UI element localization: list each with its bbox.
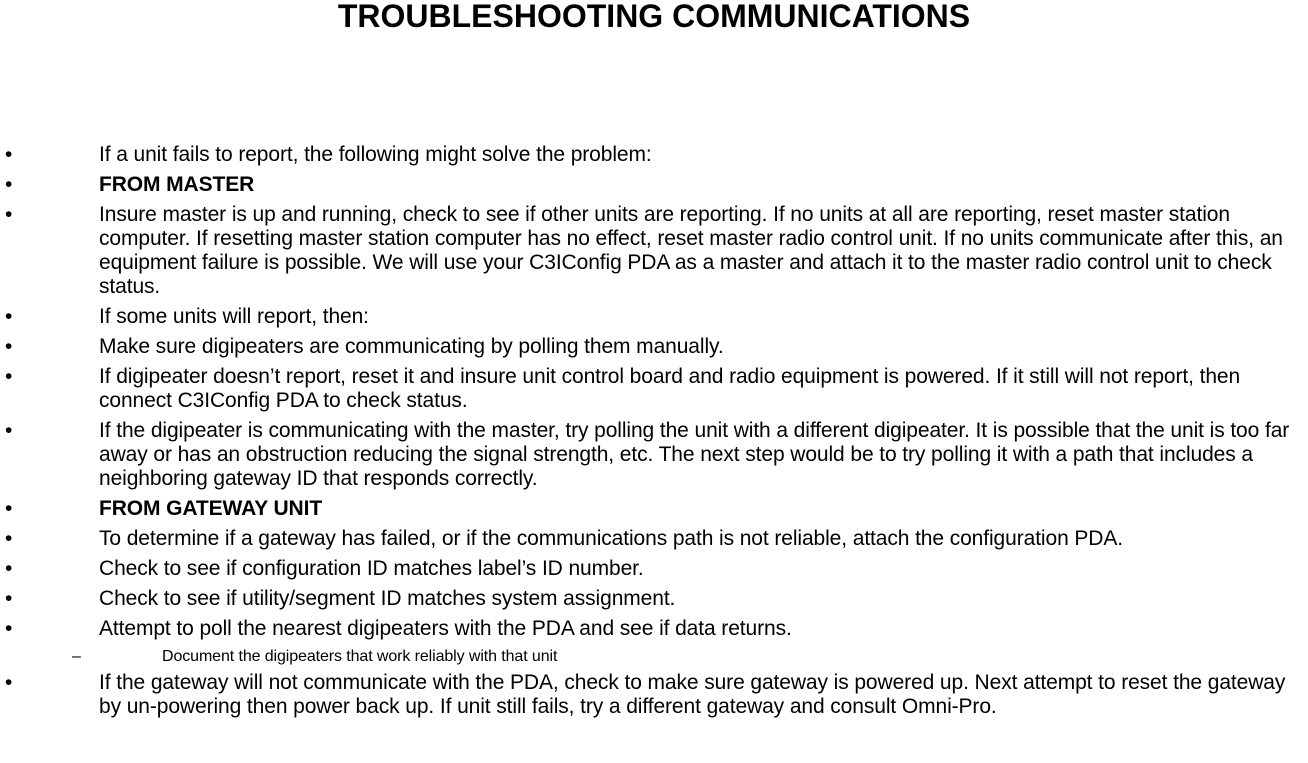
bullet-icon: •: [5, 671, 13, 694]
section-heading-master: [0, 173, 1308, 197]
bullet-icon: •: [5, 203, 13, 226]
list-item: [0, 557, 1308, 581]
item-text: If some units will report, then:: [99, 305, 369, 328]
item-text: If a unit fails to report, the following might solve the problem:: [99, 143, 652, 166]
bullet-icon: •: [5, 173, 13, 196]
item-text: FROM MASTER: [99, 173, 255, 196]
bullet-icon: •: [5, 587, 13, 610]
dash-icon: –: [72, 648, 81, 665]
bullet-icon: •: [5, 143, 13, 166]
list-item: [0, 143, 1308, 167]
item-text: Attempt to poll the nearest digipeaters with the PDA and see if data returns.: [99, 617, 792, 640]
bullet-icon: •: [5, 617, 13, 640]
list-item: [0, 335, 1308, 359]
list-item: [0, 671, 1308, 719]
bullet-icon: •: [5, 305, 13, 328]
item-text: Insure master is up and running, check to see if other units are reporting. If no units at all are reporting, reset master station computer. If resetting master station computer has no effect, reset master radio control unit. If no units communicate after this, an equipment failure is possible. We will use your C3IConfig PDA as a master and attach it to the master radio control unit to check status.: [99, 203, 1283, 298]
bullet-list: [0, 143, 1308, 725]
item-text: If the gateway will not communicate with the PDA, check to make sure gateway is powered up. Next attempt to reset the gateway by un-powering then power back up. If unit still fails, try a different gateway and consult Omni-Pro.: [99, 671, 1286, 718]
list-item: [0, 527, 1308, 551]
bullet-icon: •: [5, 335, 13, 358]
list-item: [0, 587, 1308, 611]
bullet-icon: •: [5, 557, 13, 580]
item-text: If the digipeater is communicating with the master, try polling the unit with a different digipeater. It is possible that the unit is too far away or has an obstruction reducing the signal strength, etc. The next step would be to try polling it with a path that includes a neighboring gateway ID that responds correctly.: [99, 419, 1290, 490]
page-title: TROUBLESHOOTING COMMUNICATIONS: [337, 0, 971, 34]
item-text: Make sure digipeaters are communicating by polling them manually.: [99, 335, 724, 358]
bullet-icon: •: [5, 497, 13, 520]
item-text: Document the digipeaters that work reliably with that unit: [162, 648, 558, 665]
item-text: Check to see if configuration ID matches label’s ID number.: [99, 557, 644, 580]
list-item: [0, 203, 1308, 299]
item-text: If digipeater doesn’t report, reset it and insure unit control board and radio equipment is powered. If it still will not report, then connect C3IConfig PDA to check status.: [99, 365, 1241, 412]
list-item: [0, 365, 1308, 413]
bullet-icon: •: [5, 419, 13, 442]
list-item: [0, 617, 1308, 641]
bullet-icon: •: [5, 527, 13, 550]
item-text: FROM GATEWAY UNIT: [99, 497, 323, 520]
bullet-icon: •: [5, 365, 13, 388]
sub-list-item: [0, 647, 1308, 667]
list-item: [0, 419, 1308, 491]
item-text: To determine if a gateway has failed, or if the communications path is not reliable, attach the configuration PDA.: [99, 527, 1123, 550]
section-heading-gateway: [0, 497, 1308, 521]
item-text: Check to see if utility/segment ID matches system assignment.: [99, 587, 676, 610]
list-item: [0, 305, 1308, 329]
